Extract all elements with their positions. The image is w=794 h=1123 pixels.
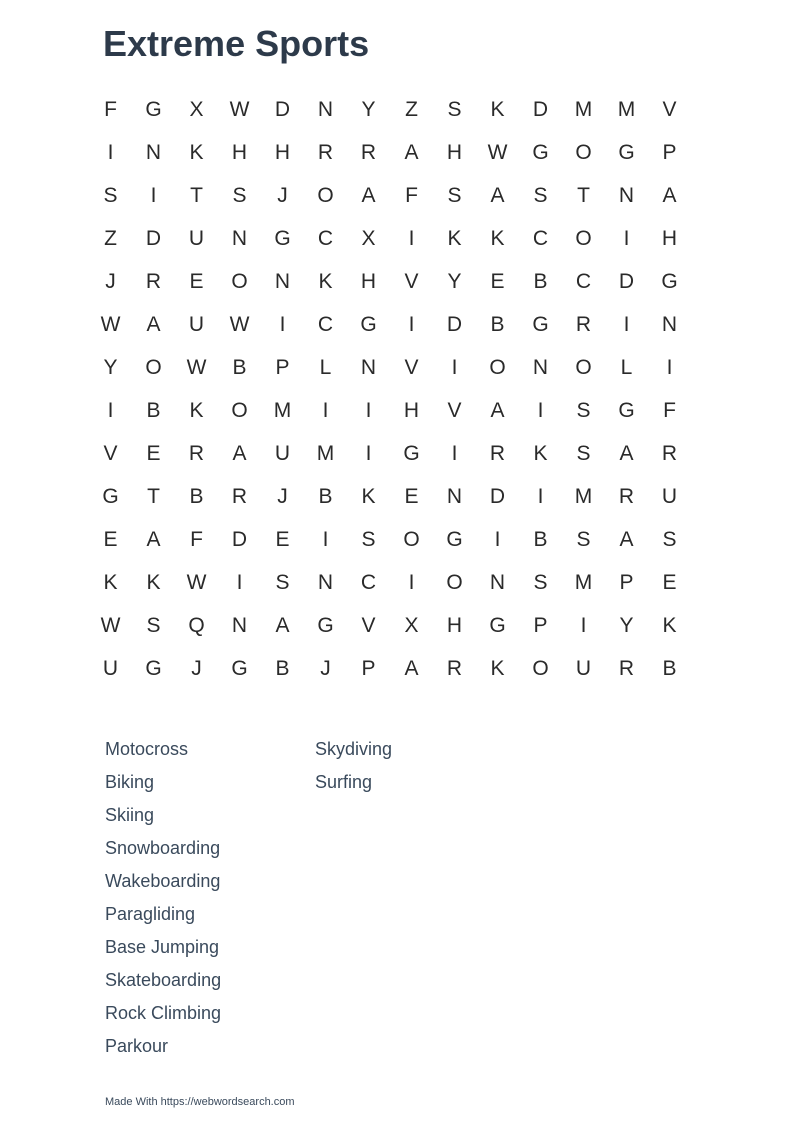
grid-letter: U xyxy=(575,657,592,680)
grid-letter: M xyxy=(316,442,335,465)
grid-letter: V xyxy=(404,270,419,293)
grid-letter: I xyxy=(494,528,501,551)
grid-letter: J xyxy=(277,485,288,508)
word-list-item: Snowboarding xyxy=(105,838,221,858)
grid-letter: O xyxy=(231,270,248,293)
grid-letter: N xyxy=(274,270,291,293)
grid-row xyxy=(89,88,691,131)
grid-letter: P xyxy=(275,356,290,379)
grid-letter: S xyxy=(447,98,462,121)
word-list xyxy=(105,736,525,1066)
grid-letter: G xyxy=(145,657,162,680)
grid-letter: N xyxy=(145,141,162,164)
grid-letter: C xyxy=(575,270,592,293)
grid-letter: V xyxy=(103,442,118,465)
grid-letter: T xyxy=(147,485,160,508)
grid-letter: O xyxy=(317,184,334,207)
grid-letter: W xyxy=(186,356,207,379)
grid-letter: G xyxy=(489,614,506,637)
grid-letter: Y xyxy=(447,270,462,293)
grid-row xyxy=(89,131,691,174)
grid-letter: E xyxy=(103,528,118,551)
grid-letter: B xyxy=(490,313,505,336)
grid-row xyxy=(89,389,691,432)
grid-letter: K xyxy=(533,442,548,465)
grid-letter: A xyxy=(275,614,290,637)
grid-letter: A xyxy=(404,141,419,164)
grid-letter: N xyxy=(231,614,248,637)
grid-letter: N xyxy=(360,356,377,379)
grid-letter: G xyxy=(403,442,420,465)
grid-letter: M xyxy=(273,399,292,422)
grid-letter: E xyxy=(189,270,204,293)
grid-letter: I xyxy=(537,399,544,422)
grid-letter: O xyxy=(575,227,592,250)
grid-row xyxy=(89,518,691,561)
grid-letter: A xyxy=(146,528,161,551)
grid-letter: K xyxy=(662,614,677,637)
grid-letter: G xyxy=(446,528,463,551)
grid-letter: X xyxy=(361,227,376,250)
grid-letter: G xyxy=(360,313,377,336)
grid-letter: V xyxy=(361,614,376,637)
grid-letter: V xyxy=(447,399,462,422)
grid-letter: H xyxy=(360,270,377,293)
word-list-item: Motocross xyxy=(105,739,189,759)
word-list-item: Base Jumping xyxy=(105,937,220,957)
grid-letter: N xyxy=(231,227,248,250)
grid-row xyxy=(89,260,691,303)
grid-letter: X xyxy=(404,614,419,637)
grid-letter: I xyxy=(408,571,415,594)
grid-letter: B xyxy=(146,399,161,422)
grid-letter: D xyxy=(446,313,463,336)
grid-letter: K xyxy=(447,227,462,250)
grid-letter: O xyxy=(575,356,592,379)
grid-letter: V xyxy=(662,98,677,121)
grid-letter: P xyxy=(533,614,548,637)
grid-letter: I xyxy=(107,141,114,164)
grid-letter: W xyxy=(100,313,121,336)
grid-letter: O xyxy=(231,399,248,422)
grid-letter: N xyxy=(446,485,463,508)
grid-letter: K xyxy=(189,141,204,164)
grid-letter: G xyxy=(145,98,162,121)
grid-letter: I xyxy=(150,184,157,207)
grid-letter: J xyxy=(191,657,202,680)
grid-letter: S xyxy=(533,571,548,594)
grid-letter: S xyxy=(576,528,591,551)
word-list-item: Wakeboarding xyxy=(105,871,221,891)
grid-letter: B xyxy=(232,356,247,379)
grid-letter: S xyxy=(662,528,677,551)
grid-letter: S xyxy=(361,528,376,551)
grid-letter: K xyxy=(189,399,204,422)
grid-letter: H xyxy=(446,614,463,637)
word-list-item: Skydiving xyxy=(315,739,393,759)
grid-letter: I xyxy=(236,571,243,594)
grid-letter: W xyxy=(186,571,207,594)
grid-letter: G xyxy=(661,270,678,293)
grid-letter: I xyxy=(451,356,458,379)
grid-letter: S xyxy=(576,399,591,422)
grid-letter: N xyxy=(489,571,506,594)
grid-row xyxy=(89,475,691,518)
grid-letter: Y xyxy=(361,98,376,121)
grid-letter: K xyxy=(490,227,505,250)
word-list-item: Rock Climbing xyxy=(105,1003,222,1023)
grid-letter: J xyxy=(320,657,331,680)
grid-row xyxy=(89,432,691,475)
grid-letter: O xyxy=(489,356,506,379)
grid-letter: S xyxy=(447,184,462,207)
grid-letter: O xyxy=(403,528,420,551)
grid-letter: U xyxy=(188,313,205,336)
letter-grid xyxy=(89,88,691,690)
grid-letter: B xyxy=(533,528,548,551)
grid-letter: Z xyxy=(405,98,418,121)
grid-letter: I xyxy=(580,614,587,637)
grid-row xyxy=(89,346,691,389)
grid-letter: H xyxy=(274,141,291,164)
grid-letter: G xyxy=(317,614,334,637)
grid-letter: U xyxy=(102,657,119,680)
grid-letter: R xyxy=(618,485,635,508)
grid-letter: B xyxy=(318,485,333,508)
grid-letter: O xyxy=(446,571,463,594)
grid-letter: L xyxy=(620,356,633,379)
grid-row xyxy=(89,561,691,604)
grid-letter: K xyxy=(361,485,376,508)
grid-letter: M xyxy=(574,571,593,594)
grid-letter: B xyxy=(662,657,677,680)
grid-letter: I xyxy=(666,356,673,379)
grid-letter: O xyxy=(575,141,592,164)
grid-letter: R xyxy=(145,270,162,293)
grid-letter: I xyxy=(408,313,415,336)
grid-row xyxy=(89,174,691,217)
grid-letter: D xyxy=(532,98,549,121)
grid-letter: R xyxy=(188,442,205,465)
grid-letter: I xyxy=(322,399,329,422)
grid-letter: C xyxy=(317,227,334,250)
grid-letter: A xyxy=(404,657,419,680)
grid-letter: I xyxy=(279,313,286,336)
grid-letter: C xyxy=(360,571,377,594)
grid-letter: K xyxy=(103,571,118,594)
grid-letter: I xyxy=(451,442,458,465)
grid-letter: I xyxy=(365,399,372,422)
grid-letter: A xyxy=(619,528,634,551)
grid-letter: C xyxy=(532,227,549,250)
grid-row xyxy=(89,217,691,260)
grid-letter: E xyxy=(146,442,161,465)
grid-letter: D xyxy=(231,528,248,551)
grid-letter: D xyxy=(274,98,291,121)
grid-letter: N xyxy=(317,98,334,121)
grid-letter: J xyxy=(277,184,288,207)
grid-letter: F xyxy=(190,528,203,551)
grid-letter: P xyxy=(662,141,677,164)
grid-letter: F xyxy=(104,98,117,121)
grid-letter: S xyxy=(103,184,118,207)
grid-letter: R xyxy=(231,485,248,508)
grid-letter: X xyxy=(189,98,204,121)
grid-letter: D xyxy=(489,485,506,508)
grid-letter: S xyxy=(275,571,290,594)
grid-letter: K xyxy=(490,657,505,680)
grid-letter: U xyxy=(274,442,291,465)
grid-letter: F xyxy=(663,399,676,422)
grid-letter: U xyxy=(188,227,205,250)
grid-letter: A xyxy=(662,184,677,207)
grid-letter: F xyxy=(405,184,418,207)
grid-letter: W xyxy=(100,614,121,637)
grid-letter: S xyxy=(232,184,247,207)
grid-letter: P xyxy=(619,571,634,594)
grid-letter: E xyxy=(404,485,419,508)
grid-letter: G xyxy=(274,227,291,250)
grid-letter: A xyxy=(490,184,505,207)
grid-letter: M xyxy=(574,485,593,508)
grid-row xyxy=(89,647,691,690)
grid-letter: U xyxy=(661,485,678,508)
grid-letter: D xyxy=(618,270,635,293)
grid-letter: Z xyxy=(104,227,117,250)
grid-letter: A xyxy=(232,442,247,465)
grid-letter: G xyxy=(102,485,119,508)
grid-letter: K xyxy=(318,270,333,293)
grid-letter: V xyxy=(404,356,419,379)
grid-letter: I xyxy=(322,528,329,551)
grid-letter: R xyxy=(446,657,463,680)
grid-letter: L xyxy=(319,356,332,379)
page-title: Extreme Sports xyxy=(103,23,370,64)
grid-letter: O xyxy=(532,657,549,680)
grid-letter: G xyxy=(618,141,635,164)
grid-letter: I xyxy=(537,485,544,508)
grid-letter: A xyxy=(490,399,505,422)
word-list-item: Paragliding xyxy=(105,904,196,924)
grid-letter: G xyxy=(532,141,549,164)
grid-letter: G xyxy=(618,399,635,422)
grid-letter: Y xyxy=(619,614,634,637)
grid-letter: E xyxy=(490,270,505,293)
grid-letter: Q xyxy=(188,614,205,637)
footer-credit: Made With https://webwordsearch.com xyxy=(105,1096,295,1108)
grid-letter: S xyxy=(146,614,161,637)
grid-letter: H xyxy=(403,399,420,422)
grid-letter: E xyxy=(662,571,677,594)
grid-letter: S xyxy=(576,442,591,465)
word-list-item: Parkour xyxy=(105,1036,169,1056)
word-list-item: Surfing xyxy=(315,772,373,792)
grid-letter: B xyxy=(189,485,204,508)
grid-letter: I xyxy=(623,313,630,336)
grid-letter: M xyxy=(574,98,593,121)
grid-letter: R xyxy=(489,442,506,465)
grid-letter: N xyxy=(661,313,678,336)
grid-letter: A xyxy=(146,313,161,336)
grid-letter: N xyxy=(532,356,549,379)
grid-letter: T xyxy=(577,184,590,207)
grid-letter: A xyxy=(619,442,634,465)
grid-letter: K xyxy=(490,98,505,121)
word-list-item: Skateboarding xyxy=(105,970,222,990)
grid-letter: A xyxy=(361,184,376,207)
grid-letter: I xyxy=(107,399,114,422)
grid-letter: S xyxy=(533,184,548,207)
grid-letter: G xyxy=(532,313,549,336)
grid-letter: B xyxy=(533,270,548,293)
grid-letter: Y xyxy=(103,356,118,379)
grid-letter: R xyxy=(317,141,334,164)
grid-letter: D xyxy=(145,227,162,250)
word-list-item: Skiing xyxy=(105,805,155,825)
grid-row xyxy=(89,303,691,346)
grid-letter: E xyxy=(275,528,290,551)
grid-letter: N xyxy=(618,184,635,207)
grid-letter: I xyxy=(623,227,630,250)
grid-letter: K xyxy=(146,571,161,594)
grid-letter: R xyxy=(360,141,377,164)
word-list-item: Biking xyxy=(105,772,155,792)
grid-letter: H xyxy=(661,227,678,250)
grid-letter: W xyxy=(229,98,250,121)
grid-letter: I xyxy=(365,442,372,465)
grid-letter: R xyxy=(618,657,635,680)
grid-letter: W xyxy=(487,141,508,164)
grid-letter: O xyxy=(145,356,162,379)
grid-letter: P xyxy=(361,657,376,680)
grid-row xyxy=(89,604,691,647)
grid-letter: N xyxy=(317,571,334,594)
grid-letter: G xyxy=(231,657,248,680)
grid-letter: W xyxy=(229,313,250,336)
grid-letter: J xyxy=(105,270,116,293)
grid-letter: R xyxy=(575,313,592,336)
grid-letter: C xyxy=(317,313,334,336)
grid-letter: B xyxy=(275,657,290,680)
grid-letter: H xyxy=(446,141,463,164)
grid-letter: I xyxy=(408,227,415,250)
grid-letter: M xyxy=(617,98,636,121)
grid-letter: R xyxy=(661,442,678,465)
grid-letter: T xyxy=(190,184,203,207)
grid-letter: H xyxy=(231,141,248,164)
